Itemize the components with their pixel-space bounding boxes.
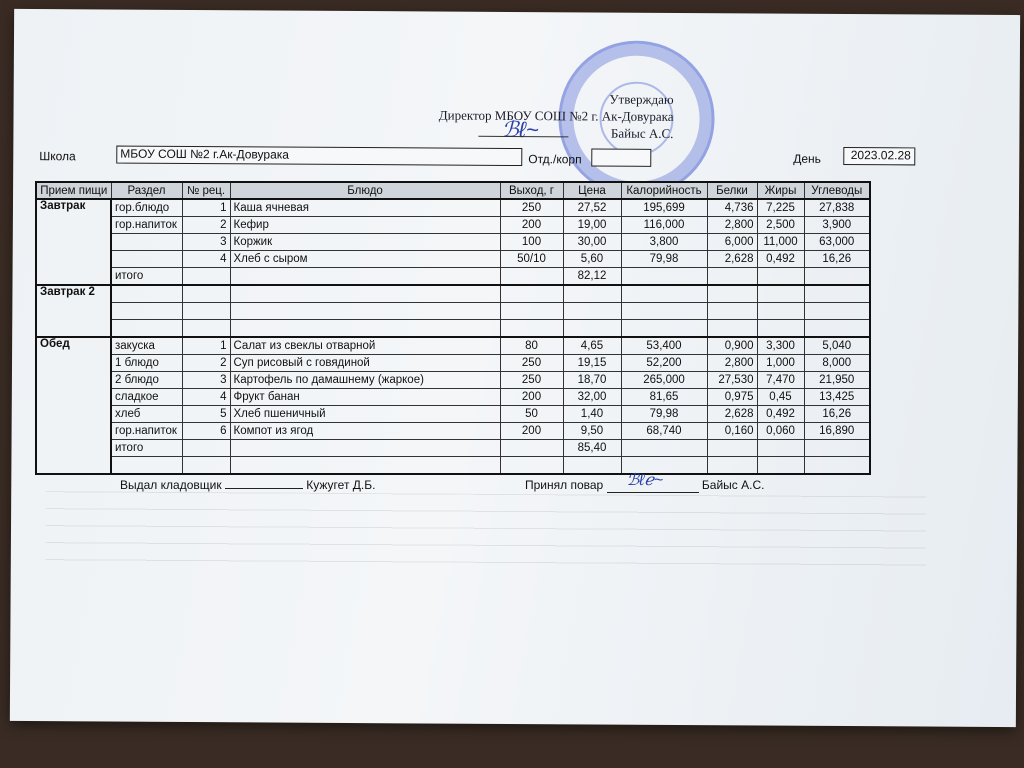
col-protein: Белки (707, 182, 757, 199)
issued-sign-line (225, 488, 303, 489)
col-calories: Калорийность (621, 182, 707, 199)
table-row (36, 303, 870, 320)
approve-name: Байыс А.С. (610, 125, 674, 141)
col-meal: Прием пищи (36, 182, 111, 199)
director-signature: ℬℓ~ (501, 116, 539, 143)
col-carbs: Углеводы (804, 182, 870, 199)
table-row: Обед закуска 1 Салат из свеклы отварной 80 4,65 53,400 0,900 3,300 5,040 (36, 337, 870, 355)
table-row (36, 320, 870, 338)
col-yield: Выход, г (500, 182, 563, 199)
table-row (36, 457, 870, 475)
table-row: 3 Коржик 100 30,00 3,800 6,000 11,000 63,000 (36, 234, 870, 251)
table-row: 2 блюдо 3 Картофель по дамашнему (жаркое) 250 18,70 265,000 27,530 7,470 21,950 (36, 372, 870, 389)
total-row: итого 82,12 (36, 268, 870, 286)
school-label: Школа (39, 149, 76, 164)
table-row: гор.напиток 6 Компот из ягод 200 9,50 68,740 0,160 0,060 16,890 (36, 423, 870, 440)
received-sign-line (607, 472, 699, 493)
breakfast-total-price: 82,12 (563, 268, 621, 286)
col-recipe: № рец. (182, 182, 230, 199)
total-row: итого 85,40 (36, 440, 870, 457)
day-field: 2023.02.28 (843, 147, 915, 165)
school-field: МБОУ СОШ №2 г.Ак-Довурака (116, 146, 522, 166)
table-row: гор.напиток 2 Кефир 200 19,00 116,000 2,800 2,500 3,900 (36, 217, 870, 234)
issued-label: Выдал кладовщик (120, 478, 222, 492)
lunch-total-price: 85,40 (563, 440, 621, 457)
col-dish: Блюдо (230, 182, 500, 199)
received-label: Принял повар (525, 478, 604, 492)
table-row (36, 285, 870, 303)
menu-table (35, 181, 871, 475)
table-row: хлеб 5 Хлеб пшеничный 50 1,40 79,98 2,628 0,492 16,26 (36, 406, 870, 423)
day-label: День (793, 151, 822, 166)
meal-lunch: Обед (36, 337, 111, 474)
table-row: Завтрак гор.блюдо 1 Каша ячневая 250 27,52 195,699 4,736 7,225 27,838 (36, 199, 870, 217)
issued-by (120, 478, 375, 492)
approve-title: Утверждаю (609, 91, 674, 107)
meal-breakfast: Завтрак (36, 199, 111, 285)
table-row: сладкое 4 Фрукт банан 200 32,00 81,65 0,975 0,45 13,425 (36, 389, 870, 406)
col-section: Раздел (111, 182, 182, 199)
received-name: Байыс А.С. (701, 478, 765, 492)
table-header (36, 182, 870, 199)
meal-breakfast-2: Завтрак 2 (36, 285, 111, 337)
col-fat: Жиры (757, 182, 804, 199)
cook-signature: ℬℓℯ~ (626, 472, 664, 489)
issued-name: Кужугет Д.Б. (306, 478, 376, 492)
table-row: 1 блюдо 2 Суп рисовый с говядиной 250 19,15 52,200 2,800 1,000 8,000 (36, 355, 870, 372)
dept-field (591, 148, 651, 166)
table-row: 4 Хлеб с сыром 50/10 5,60 79,98 2,628 0,492 16,26 (36, 251, 870, 268)
col-price: Цена (563, 182, 621, 199)
bleed-through (46, 491, 926, 566)
approve-position: Директор МБОУ СОШ №2 г. Ак-Довурака (438, 107, 674, 124)
dept-label: Отд./корп (528, 152, 582, 167)
received-by (525, 472, 765, 493)
